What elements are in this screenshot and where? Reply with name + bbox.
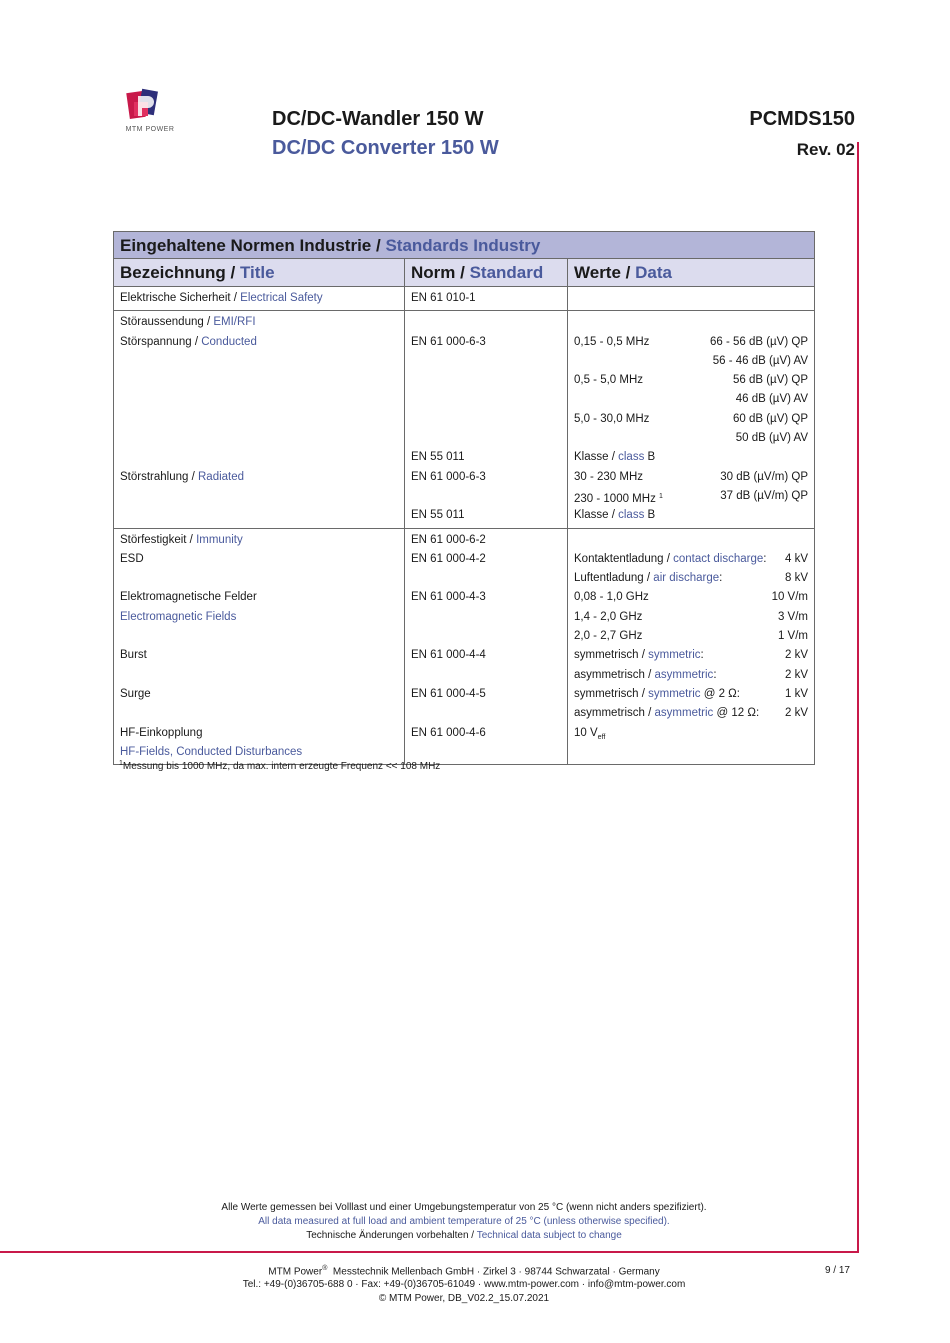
table-row-emission: Störaussendung / EMI/RFI Störspannung / Conducted Störstrahlung / Radiated EN 61 000-6-3 EN 55 011 EN 61 000-6-3 EN 55 011 0,15 - 0,5 MHz 66 - 56 dB (µV) QP 56 - 46 dB (µV) AV 0,5 - 5,0 MHz 56 dB (µV) QP 46 dB (µV) AV 5,0 - 30,0 MHz 60 dB (µV) QP 50 dB (µV) AV Klasse / class B 30 - 230 MHz 30 dB (µV/m) QP 230 - 1000 MHz $^1$ 37 dB (µV/m) QP Klasse / class B bbox=[114, 311, 814, 528]
column-title: Bezeichnung / Title bbox=[114, 259, 405, 286]
footer-contact: Tel.: +49-(0)36705-688 0 · Fax: +49-(0)36705-61049 · www.mtm-power.com · info@mtm-power.com bbox=[242, 1279, 686, 1290]
table-row-safety: Elektrische Sicherheit / Electrical Safety EN 61 010-1 bbox=[114, 287, 814, 311]
title-german: DC/DC-Wandler 150 W bbox=[272, 108, 484, 130]
standards-table bbox=[113, 231, 815, 765]
column-data: Werte / Data bbox=[574, 263, 672, 282]
disclaimer-english: All data measured at full load and ambient temperature of 25 °C (unless otherwise specified). bbox=[258, 1216, 670, 1227]
page-frame-right bbox=[857, 142, 859, 1253]
product-code: PCMDS150 bbox=[749, 108, 855, 130]
logo-text: MTM POWER bbox=[125, 126, 175, 133]
table-heading: Eingehaltene Normen Industrie / Standards Industry bbox=[114, 232, 814, 259]
footer-copyright: © MTM Power, DB_V02.2_15.07.2021 bbox=[378, 1293, 550, 1304]
change-notice: Technische Änderungen vorbehalten / Technical data subject to change bbox=[306, 1230, 622, 1241]
table-row-immunity: Störfestigkeit / Immunity ESD Elektromagnetische Felder Electromagnetic Fields Burst Surge HF-Einkopplung HF-Fields, Conducted Disturbances EN 61 000-6-2 EN 61 000-4-2 EN 61 000-4-3 EN 61 000-4-4 EN 61 000-4-5 EN 61 000-4-6 Kontaktentladung / contact discharge: 4 kV Luftentladung / air discharge: 8 kV 0,08 - 1,0 GHz 10 V/m 1,4 - 2,0 GHz 3 V/m 2,0 - 2,7 GHz 1 V/m symmetrisch / symmetric: 2 kV asymmetrisch / asymmetric: 2 kV symmetrisch / symmetric @ 2 Ω: 1 kV asymmetrisch / asymmetric @ 12 Ω: 2 kV 10 $V_{eff}$ bbox=[114, 529, 814, 765]
footer-address: MTM Power® Messtechnik Mellenbach GmbH · Zirkel 3 · 98744 Schwarzatal · Germany bbox=[268, 1265, 660, 1278]
column-headers bbox=[114, 259, 814, 287]
title-english: DC/DC Converter 150 W bbox=[272, 137, 499, 159]
revision: Rev. 02 bbox=[796, 140, 855, 159]
page-frame-bottom bbox=[0, 1251, 859, 1253]
footnote: $^1$Messung bis 1000 MHz, da max. intern erzeugte Frequenz << 108 MHz bbox=[119, 760, 441, 772]
column-standard: Norm / Standard bbox=[405, 259, 568, 286]
page-number: 9 / 17 bbox=[824, 1265, 850, 1276]
disclaimer-german: Alle Werte gemessen bei Volllast und einer Umgebungstemperatur von 25 °C (wenn nicht anders spezifiziert). bbox=[221, 1202, 707, 1213]
